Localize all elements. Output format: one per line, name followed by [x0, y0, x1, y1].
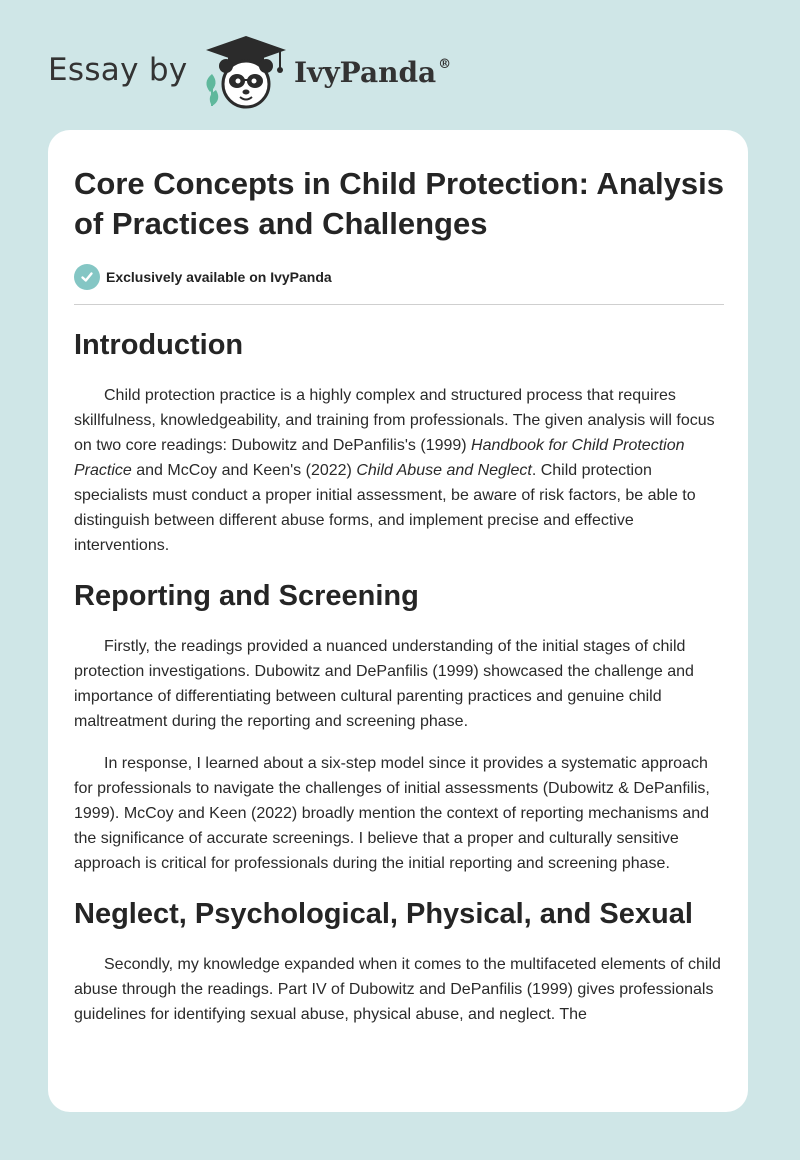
paragraph-introduction: Child protection practice is a highly complex and structured process that requires skillfulness, knowledgeability, and training from professionals. The given analysis will focus on two core readings: Dubowitz and DePanfilis's (1999) Handbook for Child Protection Practice and McCoy and Keen's (2022) Child Abuse and Neglect. Child protection specialists must conduct a proper initial assessment, be aware of risk factors, be able to distinguish between different abuse forms, and implement precise and effective interventions.: [74, 387, 715, 554]
section-heading-reporting: Reporting and Screening: [74, 580, 419, 612]
book-title-child-abuse: Child Abuse and Neglect: [356, 462, 532, 479]
check-icon: [74, 264, 100, 290]
brand-name[interactable]: IvyPanda ®: [294, 56, 452, 89]
section-heading-neglect: Neglect, Psychological, Physical, and Sexual: [74, 898, 693, 930]
book-title-handbook: Handbook for Child Protection Practice: [74, 437, 685, 479]
site-header: [48, 34, 748, 114]
paragraph-reporting-1: Firstly, the readings provided a nuanced understanding of the initial stages of child protection investigations. Dubowitz and DePanfilis (1999) showcased the challenge and importance of differentiating between cultural parenting practices and genuine child maltreatment during the reporting and screening phase.: [74, 638, 694, 730]
badge-label: Exclusively available on IvyPanda: [106, 269, 332, 285]
essay-content: [74, 164, 724, 1027]
paragraph-neglect: Secondly, my knowledge expanded when it comes to the multifaceted elements of child abuse through the readings. Part IV of Dubowitz and DePanfilis (1999) gives professionals guidelines for identifying sexual abuse, physical abuse, and neglect. The: [74, 956, 721, 1023]
section-heading-introduction: Introduction: [74, 329, 244, 361]
panda-graduate-logo-icon[interactable]: [200, 34, 292, 110]
essay-card: [48, 130, 748, 1112]
registered-mark: ®: [438, 57, 452, 72]
divider: [74, 304, 724, 305]
essay-by-label: Essay by: [48, 52, 188, 88]
paragraph-reporting-2: In response, I learned about a six-step model since it provides a systematic approach for professionals to navigate the challenges of initial assessments (Dubowitz & DePanfilis, 1999). McCoy and Keen (2022) broadly mention the context of reporting mechanisms and the significance of accurate screenings. I believe that a proper and culturally sensitive approach is critical for professionals during the initial reporting and screening phase.: [74, 755, 710, 872]
essay-title: Core Concepts in Child Protection: Analysis of Practices and Challenges: [74, 166, 724, 241]
exclusive-badge: [74, 264, 724, 290]
